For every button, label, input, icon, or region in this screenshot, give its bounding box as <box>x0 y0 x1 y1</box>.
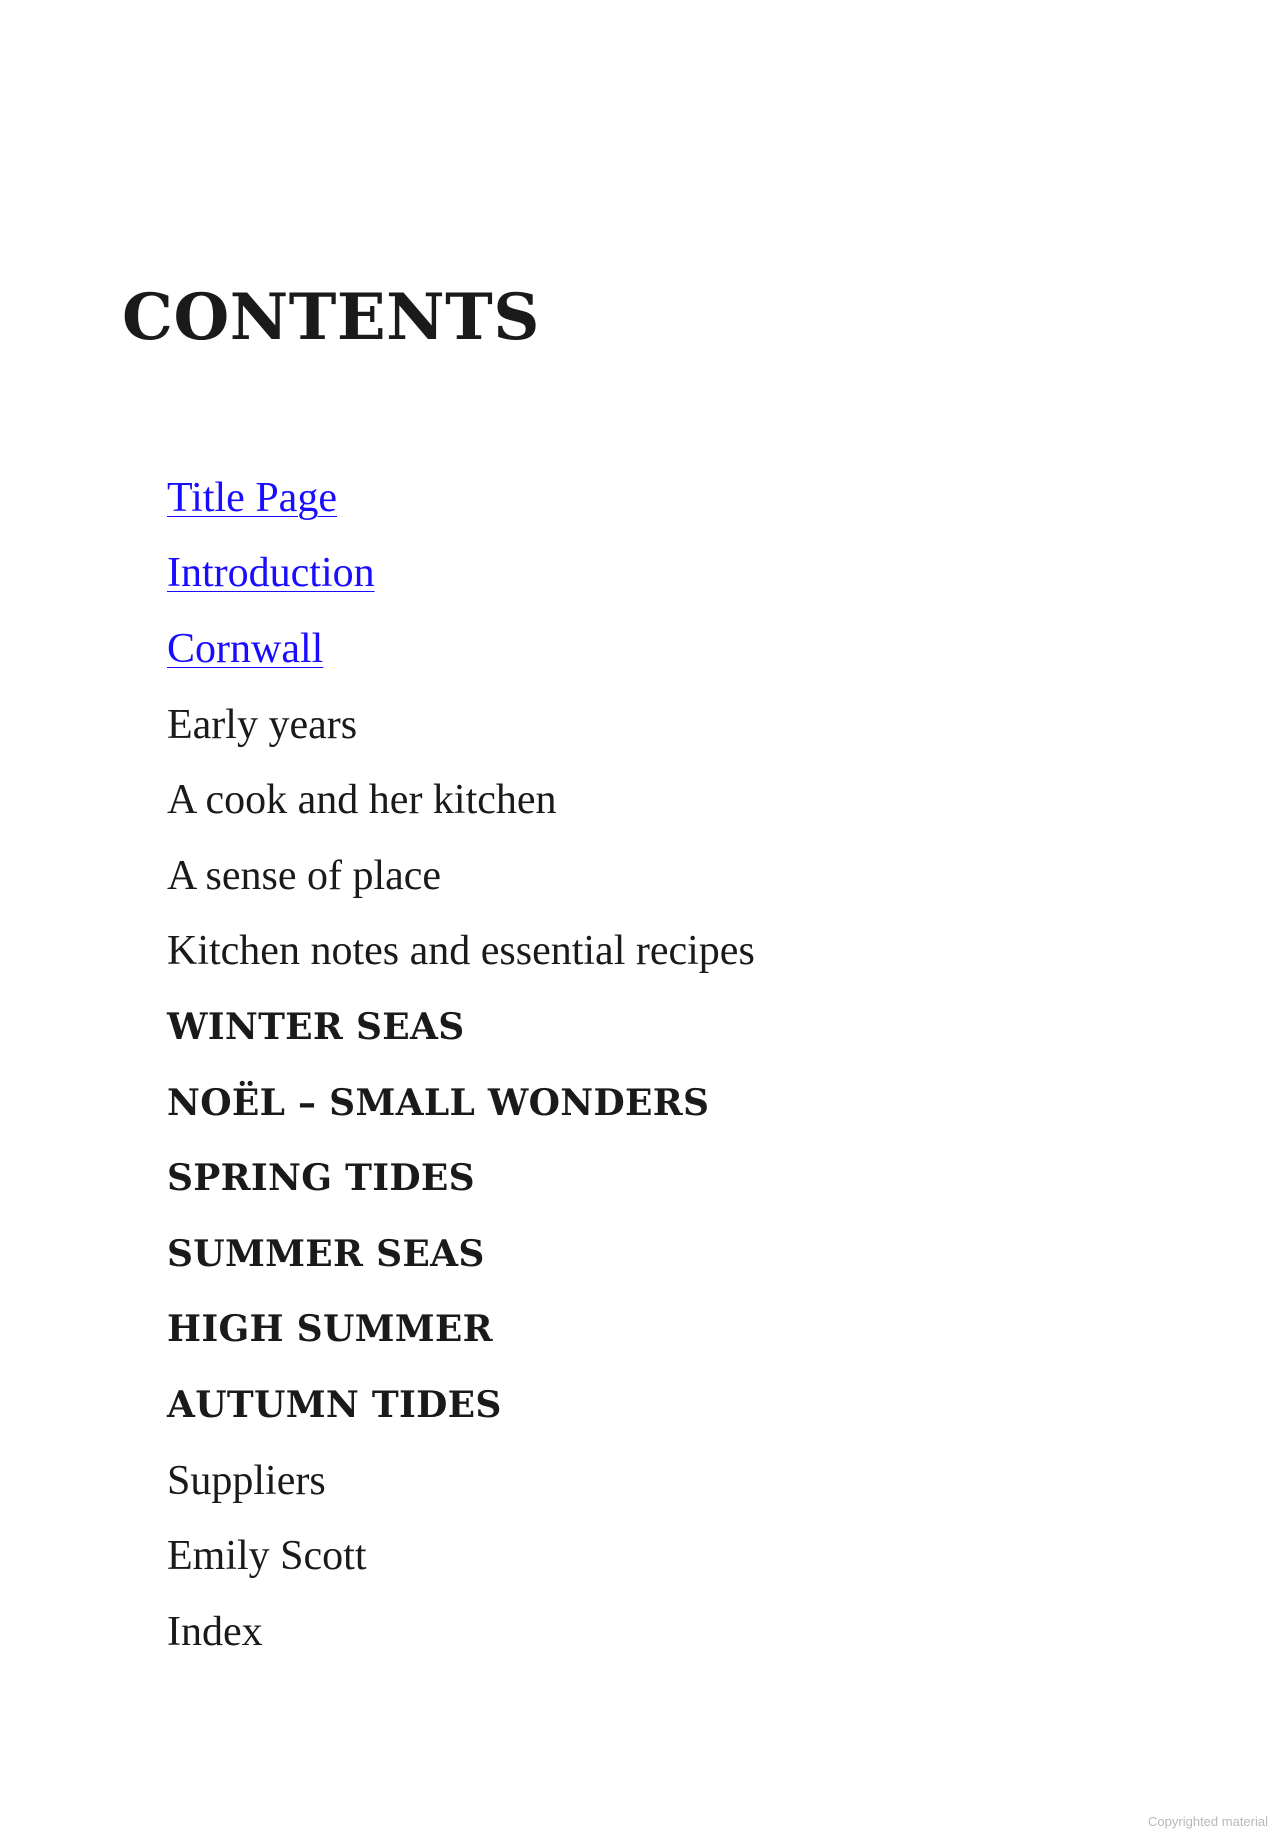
toc-item-sense-of-place <box>167 838 755 914</box>
toc-item-cornwall <box>167 611 755 687</box>
table-of-contents <box>167 460 755 1670</box>
toc-section-winter-seas: WINTER SEAS <box>167 1005 465 1048</box>
toc-item-suppliers <box>167 1443 755 1519</box>
toc-section-summer-seas: SUMMER SEAS <box>167 1232 485 1275</box>
toc-item-high-summer <box>167 1292 755 1368</box>
toc-item-index <box>167 1594 755 1670</box>
toc-section-high-summer: HIGH SUMMER <box>167 1308 493 1351</box>
toc-item-noel <box>167 1065 755 1141</box>
toc-section-noel: NOËL – SMALL WONDERS <box>167 1081 710 1124</box>
toc-item-introduction <box>167 536 755 612</box>
toc-section-spring-tides: SPRING TIDES <box>167 1157 475 1200</box>
toc-item-early-years <box>167 687 755 763</box>
toc-item-spring-tides <box>167 1140 755 1216</box>
toc-entry-kitchen-notes: Kitchen notes and essential recipes <box>167 928 755 975</box>
toc-link-introduction[interactable]: Introduction <box>167 550 375 597</box>
toc-entry-cook-and-kitchen: A cook and her kitchen <box>167 777 557 824</box>
copyright-note: Copyrighted material <box>1148 1814 1268 1829</box>
page-title: CONTENTS <box>122 280 540 355</box>
toc-item-summer-seas <box>167 1216 755 1292</box>
toc-item-emily-scott <box>167 1518 755 1594</box>
toc-entry-early-years: Early years <box>167 701 358 748</box>
toc-entry-suppliers: Suppliers <box>167 1457 326 1504</box>
toc-item-cook-and-kitchen <box>167 762 755 838</box>
toc-entry-emily-scott: Emily Scott <box>167 1533 367 1580</box>
toc-link-cornwall[interactable]: Cornwall <box>167 625 324 672</box>
toc-item-title-page <box>167 460 755 536</box>
toc-section-autumn-tides: AUTUMN TIDES <box>167 1383 502 1426</box>
toc-item-kitchen-notes <box>167 914 755 990</box>
toc-link-title-page[interactable]: Title Page <box>167 474 337 521</box>
toc-entry-sense-of-place: A sense of place <box>167 852 442 899</box>
toc-item-autumn-tides <box>167 1367 755 1443</box>
toc-item-winter-seas <box>167 989 755 1065</box>
toc-entry-index: Index <box>167 1608 263 1655</box>
